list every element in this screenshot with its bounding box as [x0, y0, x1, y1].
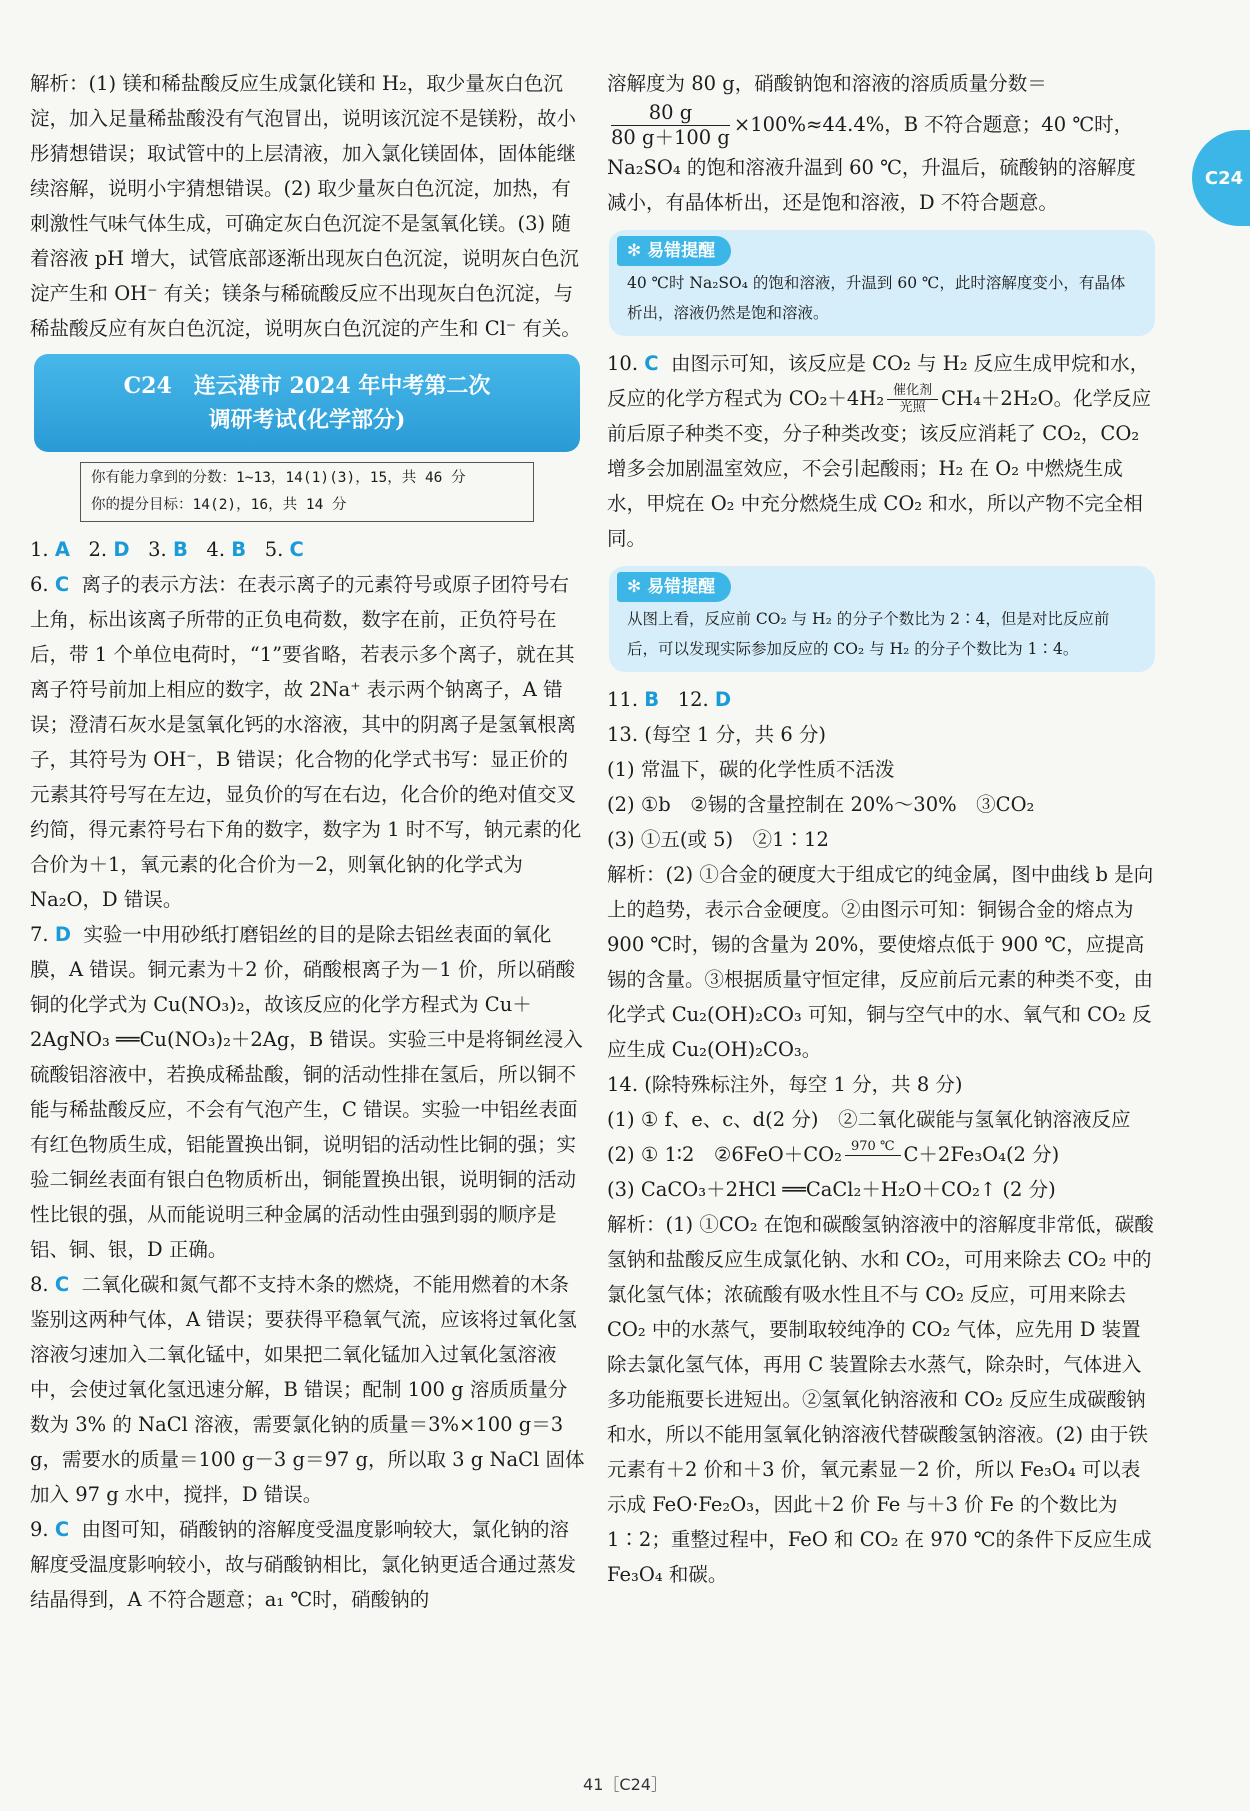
q9-continuation [607, 66, 1155, 220]
answer-letter: C [54, 573, 70, 596]
answer-letter: C [644, 352, 659, 375]
question-6 [30, 567, 585, 917]
answer-letter: D [54, 923, 71, 946]
reaction-condition [887, 383, 938, 416]
answer-letter: B [231, 538, 247, 561]
question-10 [607, 346, 1155, 556]
right-column [607, 66, 1155, 1592]
fraction-denominator: 80 g＋100 g [611, 126, 730, 149]
score-line-1: 你有能力拿到的分数：1~13，14(1)(3)，15，共 46 分 [91, 470, 466, 486]
q-number: 10. [607, 352, 639, 375]
analysis-paragraph: 解析：(1) 镁和稀盐酸反应生成氯化镁和 H₂，取少量灰白色沉淀，加入足量稀盐酸没有气泡冒出，说明该沉淀不是镁粉，故小彤猜想错误；取试管中的上层清液，加入氯化镁固体，固体能继续溶解，说明小宇猜想错误。(2) 取少量灰白色沉淀，加热，有刺激性气味气体生成，可确定灰白色沉淀不是氢氧化镁。(3) 随着溶液 pH 增大，试管底部逐渐出现灰白色沉淀，说明灰白色沉淀产生和 OH⁻ 有关；镁条与稀硫酸反应不出现灰白色沉淀，与稀盐酸反应有灰白色沉淀，说明灰白色沉淀的产生和 Cl⁻ 有关。 [30, 72, 581, 340]
answer-letter: A [54, 538, 70, 561]
q-explanation: 离子的表示方法：在表示离子的元素符号或原子团符号右上角，标出该离子所带的正负电荷数，数字在前，正负符号在后，带 1 个单位电荷时，“1”要省略，若表示多个离子，就在其离子符号前加上相应的数字，故 2Na⁺ 表示两个钠离子，A 错误；澄清石灰水是氢氧化钙的水溶液，其中的阴离子是氢氧根离子，其符号为 OH⁻，B 错误；化合物的化学式书写：显正价的元素其符号写在左边，显负价的写在右边，化合价的绝对值交叉约简，得元素符号右下角的数字，数字为 1 时不写，钠元素的化合价为＋1，氧元素的化合价为－2，则氧化钠的化学式为 Na₂O，D 错误。 [30, 573, 582, 911]
banner-line-2: 调研考试(化学部分) [208, 407, 406, 433]
tip-label [617, 572, 731, 602]
q14-answer-1: (1) ① f、e、c、d(2 分) ②二氧化碳能与氢氧化钠溶液反应 [607, 1108, 1131, 1131]
condition-top: 970 ℃ [845, 1139, 901, 1156]
q-explanation: 由图可知，硝酸钠的溶解度受温度影响较大，氯化钠的溶解度受温度影响较小，故与硝酸钠相比，氯化钠更适合通过蒸发结晶得到，A 不符合题意；a₁ ℃时，硝酸钠的 [30, 1518, 577, 1611]
q13-answer-3: (3) ①五(或 5) ②1∶12 [607, 828, 829, 851]
q-explanation: 二氧化碳和氮气都不支持木条的燃烧，不能用燃着的木条鉴别这两种气体，A 错误；要获得平稳氧气流，应该将过氧化氢溶液匀速加入二氧化锰中，如果把二氧化锰加入过氧化氢溶液中，会使过氧化氢迅速分解，B 错误；配制 100 g 溶质质量分数为 3% 的 NaCl 溶液，需要氯化钠的质量＝3%×100 g＝3 g，需要水的质量＝100 g－3 g＝97 g，所以取 3 g NaCl 固体加入 97 g 水中，搅拌，D 错误。 [30, 1273, 585, 1506]
answers-11-12 [607, 682, 1155, 717]
q13-head: 13. (每空 1 分，共 6 分) [607, 723, 827, 746]
answer-letter: D [714, 688, 732, 711]
tip-label-text: 易错提醒 [647, 577, 716, 597]
answer-letter: C [54, 1273, 70, 1296]
fraction-numerator: 80 g [611, 101, 730, 126]
score-line-2: 你的提分目标：14(2)，16，共 14 分 [91, 497, 347, 513]
text: 由图示可知，该反应是 CO₂ 与 H₂ 反应生成甲烷和水，反应的化学方程式为 CO₂＋4H₂ [607, 352, 1150, 410]
q-number: 12. [677, 688, 709, 711]
page-number: 41［C24］ [583, 1775, 667, 1794]
answer-letter: B [172, 538, 188, 561]
q13-answer-1: (1) 常温下，碳的化学性质不活泼 [607, 758, 895, 781]
q-explanation: 实验一中用砂纸打磨铝丝的目的是除去铝丝表面的氧化膜，A 错误。铜元素为＋2 价，硝酸根离子为－1 价，所以硝酸铜的化学式为 Cu(NO₃)₂，故该反应的化学方程式为 Cu＋2AgNO₃ ══Cu(NO₃)₂＋2Ag，B 错误。实验三中是将铜丝浸入硫酸铝溶液中，若换成稀盐酸，铜的活动性排在氢后，所以铜不能与稀盐酸反应，不会有气泡产生，C 错误。实验一中铝丝表面有红色物质生成，铝能置换出铜，说明铝的活动性比铜的强；实验二铜丝表面有银白色物质析出，铜能置换出银，说明铜的活动性比银的强，从而能说明三种金属的活动性由强到弱的顺序是铝、铜、银，D 正确。 [30, 923, 583, 1261]
q13-analysis: 解析：(2) ①合金的硬度大于组成它的纯金属，图中曲线 b 是向上的趋势，表示合金硬度。②由图示可知：铜锡合金的熔点为 900 ℃时，锡的含量为 20%，要使熔点低于 900 ℃，应提高锡的含量。③根据质量守恒定律，反应前后元素的种类不变，由化学式 Cu₂(OH)₂CO₃ 可知，铜与空气中的水、氧气和 CO₂ 反应生成 Cu₂(OH)₂CO₃。 [607, 863, 1154, 1061]
answer-letter: B [644, 688, 660, 711]
bulb-icon: ✻ [627, 577, 642, 597]
section-tab: C24 [1192, 130, 1250, 226]
question-7 [30, 917, 585, 1267]
q13-answer-2: (2) ①b ②锡的含量控制在 20%～30% ③CO₂ [607, 793, 1035, 816]
answer-letter: C [289, 538, 304, 561]
q14-answer-2 [607, 1137, 1155, 1172]
bulb-icon: ✻ [627, 241, 642, 261]
q-number: 5. [264, 538, 284, 561]
text: C＋2Fe₃O₄(2 分) [903, 1143, 1060, 1166]
question-8 [30, 1267, 585, 1512]
tip-label-text: 易错提醒 [647, 241, 716, 261]
question-9 [30, 1512, 585, 1617]
q-number: 8. [30, 1273, 49, 1296]
error-tip-2 [609, 566, 1155, 672]
q-number: 4. [206, 538, 226, 561]
q-number: 3. [148, 538, 167, 561]
answers-1-5 [30, 532, 585, 567]
text: (2) ① 1∶2 ②6FeO＋CO₂ [607, 1143, 842, 1166]
text: CH₄＋2H₂O。化学反应前后原子种类不变，分子种类改变；该反应消耗了 CO₂，CO₂ 增多会加剧温室效应，不会引起酸雨；H₂ 在 O₂ 中燃烧生成水，甲烷在 O₂ 中充分燃烧生成 CO₂ 和水，所以产物不完全相同。 [607, 387, 1152, 550]
q14-analysis: 解析：(1) ①CO₂ 在饱和碳酸氢钠溶液中的溶解度非常低，碳酸氢钠和盐酸反应生成氯化钠、水和 CO₂，可用来除去 CO₂ 中的氯化氢气体；浓硫酸有吸水性且不与 CO₂ 反应，可用来除去 CO₂ 中的水蒸气，要制取较纯净的 CO₂ 气体，应先用 D 装置除去氯化氢气体，再用 C 装置除去水蒸气，除杂时，气体进入多功能瓶要长进短出。②氢氧化钠溶液和 CO₂ 反应生成碳酸钠和水，所以不能用氢氧化钠溶液代替碳酸氢钠溶液。(2) 由于铁元素有＋2 价和＋3 价，氧元素显－2 价，所以 Fe₃O₄ 可以表示成 FeO·Fe₂O₃，因此＋2 价 Fe 与＋3 价 Fe 的个数比为 1∶2；重整过程中，FeO 和 CO₂ 在 970 ℃的条件下反应生成 Fe₃O₄ 和碳。 [607, 1213, 1154, 1586]
tip-label [617, 236, 731, 266]
condition-top: 催化剂 [887, 383, 938, 400]
q-number: 7. [30, 923, 49, 946]
q-number: 2. [88, 538, 108, 561]
q-number: 9. [30, 1518, 49, 1541]
left-column [30, 66, 585, 1617]
condition-bottom: 光照 [899, 400, 926, 415]
tip-text: 40 ℃时 Na₂SO₄ 的饱和溶液，升温到 60 ℃，此时溶解度变小，有晶体析出，溶液仍然是饱和溶液。 [627, 274, 1126, 322]
q14-head: 14. (除特殊标注外，每空 1 分，共 8 分) [607, 1073, 963, 1096]
text: ×100%≈44.4%，B 不符合题意；40 ℃时，Na₂SO₄ 的饱和溶液升温到 60 ℃，升温后，硫酸钠的溶解度减小，有晶体析出，还是饱和溶液，D 不符合题意。 [607, 113, 1136, 214]
q-number: 1. [30, 538, 49, 561]
reaction-condition [845, 1139, 901, 1172]
fraction [611, 101, 730, 150]
text: 溶解度为 80 g，硝酸钠饱和溶液的溶质质量分数＝ [607, 72, 1047, 95]
banner-line-1: C24 连云港市 2024 年中考第二次 [123, 373, 491, 399]
q-number: 6. [30, 573, 49, 596]
q14-answer-3: (3) CaCO₃＋2HCl ══CaCl₂＋H₂O＋CO₂↑ (2 分) [607, 1178, 1056, 1201]
score-box [80, 462, 534, 522]
answer-letter: C [54, 1518, 70, 1541]
answer-letter: D [113, 538, 130, 561]
q-number: 11. [607, 688, 639, 711]
exam-title-banner [34, 354, 580, 452]
tip-text: 从图上看，反应前 CO₂ 与 H₂ 的分子个数比为 2∶4，但是对比反应前后，可以发现实际参加反应的 CO₂ 与 H₂ 的分子个数比为 1∶4。 [627, 610, 1110, 658]
error-tip-1 [609, 230, 1155, 336]
